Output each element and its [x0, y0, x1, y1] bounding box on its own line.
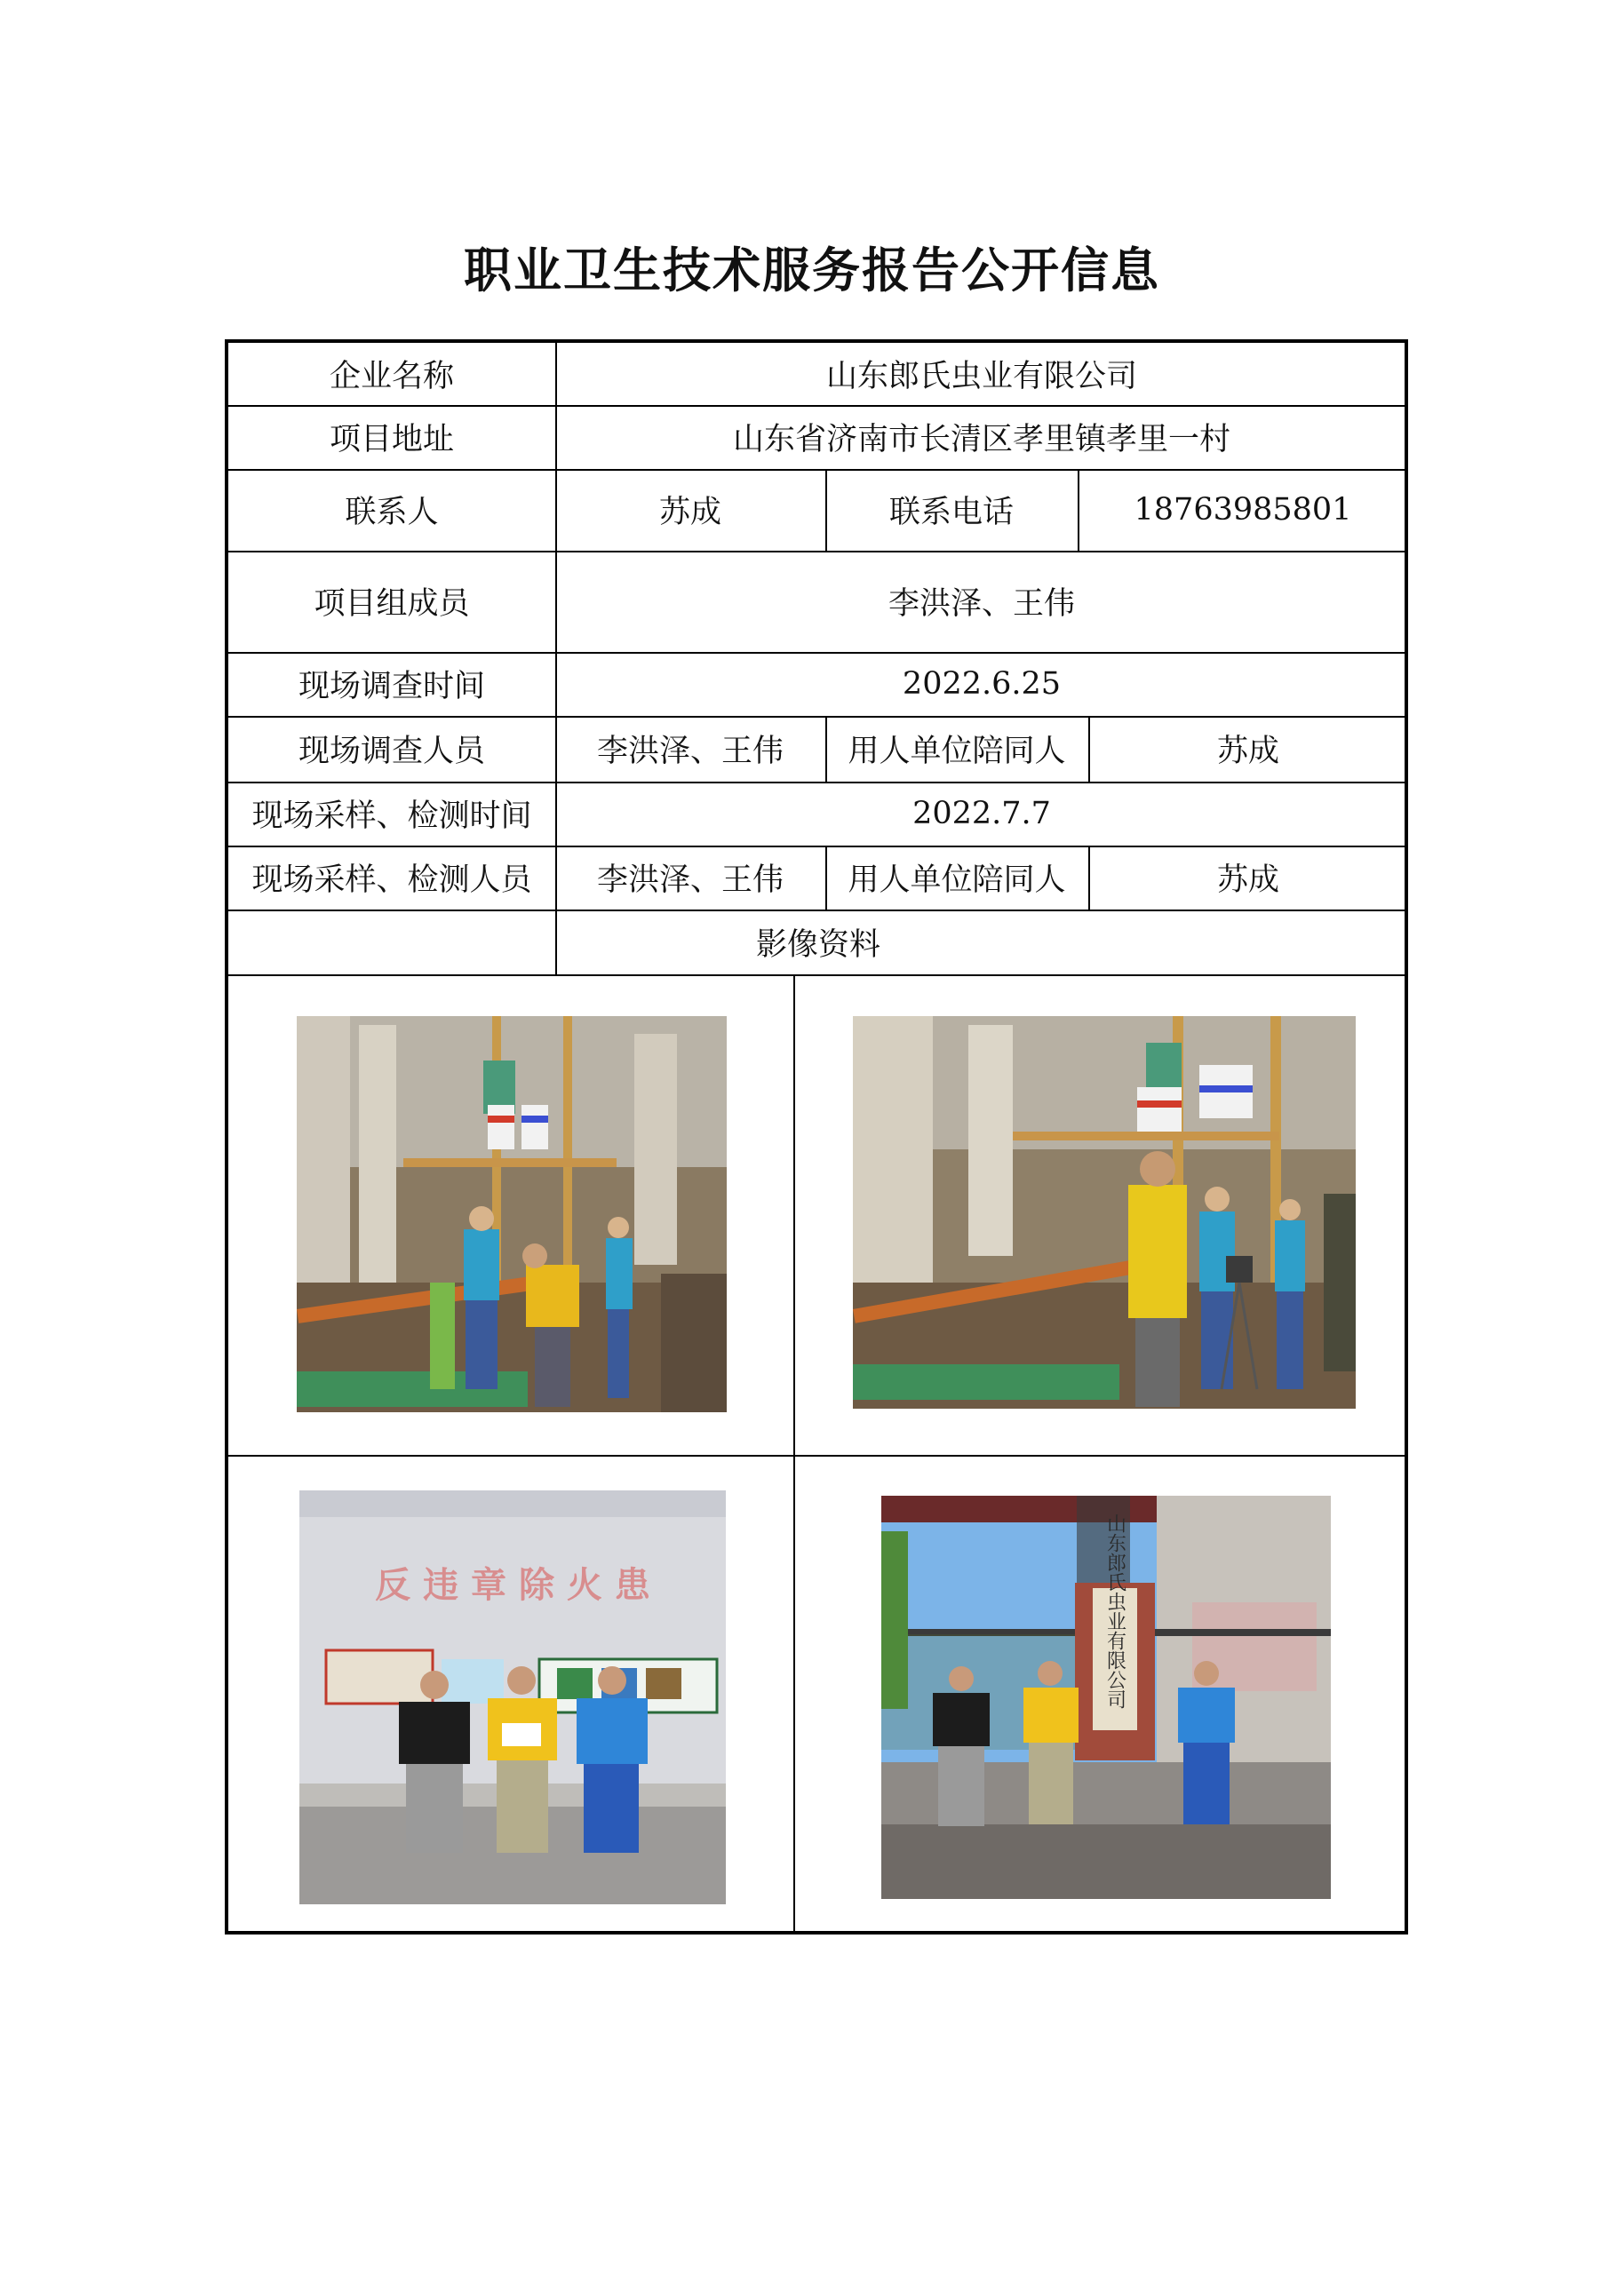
members-label: 项目组成员: [314, 586, 470, 622]
survey-time-label: 现场调查时间: [298, 669, 485, 704]
sampling-time-label: 现场采样、检测时间: [251, 798, 532, 834]
gate-sign-text: 山东郎氏虫业有限公司: [1103, 1513, 1126, 1709]
phone-value: 18763985801: [1134, 492, 1352, 528]
contact-value: 苏成: [658, 495, 721, 530]
photo-group-wall: [299, 1490, 726, 1904]
sampling-staff-label: 现场采样、检测人员: [251, 862, 532, 898]
survey-escort-value: 苏成: [1216, 734, 1279, 769]
page-title: 职业卫生技术服务报告公开信息: [464, 242, 1160, 298]
sampling-staff-value: 李洪泽、王伟: [596, 862, 784, 898]
images-header: 影像资料: [755, 926, 880, 963]
wall-slogan-text: 反 违 章 除 火 患: [375, 1565, 650, 1606]
photo-group-gate: [881, 1496, 1331, 1899]
company-label: 企业名称: [329, 359, 454, 394]
info-table: [225, 339, 1408, 1935]
survey-staff-value: 李洪泽、王伟: [596, 734, 784, 769]
company-value: 山东郎氏虫业有限公司: [825, 359, 1137, 394]
survey-time-value: 2022.6.25: [902, 666, 1062, 702]
sampling-escort-value: 苏成: [1216, 862, 1279, 898]
address-value: 山东省济南市长清区孝里镇孝里一村: [732, 422, 1230, 457]
contact-label: 联系人: [345, 495, 439, 530]
sampling-escort-label: 用人单位陪同人: [848, 862, 1066, 898]
photo-factory-interior-2: [853, 1016, 1356, 1409]
sampling-time-value: 2022.7.7: [912, 796, 1051, 831]
survey-escort-label: 用人单位陪同人: [848, 734, 1066, 769]
phone-label: 联系电话: [888, 495, 1014, 530]
members-value: 李洪泽、王伟: [888, 586, 1075, 622]
photo-factory-interior-1: [297, 1016, 727, 1412]
survey-staff-label: 现场调查人员: [298, 734, 485, 769]
address-label: 项目地址: [329, 422, 454, 457]
